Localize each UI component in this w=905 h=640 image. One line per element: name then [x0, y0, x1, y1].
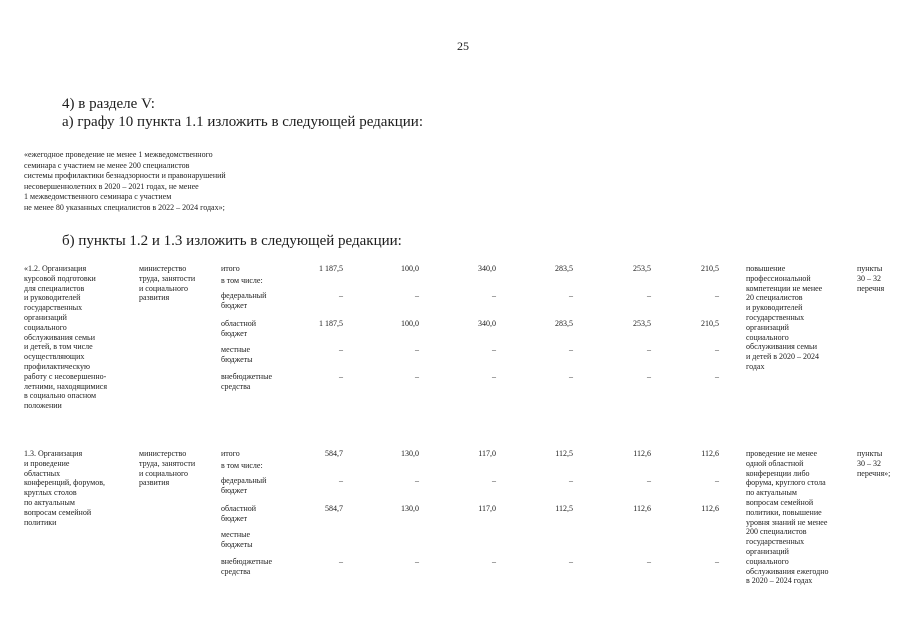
budget-label [221, 264, 240, 274]
quote-block [24, 150, 226, 214]
page-number: 25 [457, 39, 469, 53]
row-executor-line: и социального [139, 468, 189, 478]
row-title-line: «1.2. Организация [24, 264, 87, 273]
quote-line: «ежегодное проведение не менее 1 межведомственного [24, 150, 213, 159]
quote-line: не менее 80 указанных специалистов в 2022 – 2024 годах»; [24, 202, 225, 212]
budget-value: – [715, 476, 719, 485]
budget-label-line: средства [221, 381, 251, 391]
row-title-line: работу с несовершенно- [24, 371, 107, 381]
quote-line: несовершеннолетних в 2020 – 2021 годах, не менее [24, 181, 199, 191]
budget-value: – [415, 345, 419, 354]
row-result-line: обслуживания семьи [746, 342, 817, 352]
budget-label-line: внебюджетные [221, 372, 272, 381]
row-result [746, 449, 829, 586]
row-result-line: повышение [746, 264, 786, 273]
row-executor-line: министерство [139, 449, 187, 458]
budget-value: – [647, 345, 651, 354]
row-result-line: форума, круглого стола [746, 478, 826, 488]
row-title [24, 449, 105, 527]
budget-value: – [569, 476, 573, 485]
budget-value: – [647, 372, 651, 381]
budget-value: 112,5 [555, 449, 573, 458]
budget-value: 210,5 [701, 319, 719, 328]
budget-value: – [415, 372, 419, 381]
budget-value: – [569, 291, 573, 300]
row-title [24, 264, 107, 411]
budget-value: 100,0 [401, 264, 419, 273]
row-reference-line: 30 – 32 [857, 458, 881, 468]
row-result-line: обслуживания ежегодно [746, 566, 829, 576]
budget-value: 340,0 [478, 319, 496, 328]
budget-value: 130,0 [401, 504, 419, 513]
row-result-line: политики, повышение [746, 507, 822, 517]
budget-label [221, 345, 253, 365]
budget-label [221, 504, 256, 524]
row-title-line: и руководителей [24, 293, 81, 303]
row-title-line: социального [24, 322, 67, 332]
budget-label-line: бюджет [221, 328, 248, 338]
row-result-line: одной областной [746, 458, 804, 468]
budget-label-line: средства [221, 566, 251, 576]
row-title-line: положении [24, 401, 62, 411]
budget-value: – [715, 372, 719, 381]
budget-label [221, 372, 272, 392]
budget-label [221, 291, 266, 311]
budget-label [221, 530, 253, 550]
budget-label [221, 319, 256, 339]
row-result-line: государственных [746, 312, 805, 322]
row-reference [857, 449, 890, 478]
budget-value: 112,6 [701, 449, 719, 458]
row-title-line: курсовой подготовки [24, 273, 96, 283]
row-reference-line: пункты [857, 264, 883, 273]
row-result-line: организаций [746, 322, 789, 332]
budget-value: – [715, 291, 719, 300]
budget-value: 253,5 [633, 264, 651, 273]
budget-label-line: внебюджетные [221, 557, 272, 566]
row-title-line: круглых столов [24, 488, 77, 498]
budget-label-line: федеральный [221, 291, 267, 300]
budget-value: – [492, 372, 496, 381]
budget-value: – [492, 291, 496, 300]
budget-value: 100,0 [401, 319, 419, 328]
row-reference [857, 264, 884, 293]
budget-value: – [715, 557, 719, 566]
budget-label [221, 461, 263, 471]
row-result-line: уровня знаний не менее [746, 517, 828, 527]
row-executor [139, 264, 195, 303]
budget-value: 117,0 [478, 449, 496, 458]
row-result-line: проведение не менее [746, 449, 818, 458]
budget-value: 584,7 [325, 504, 343, 513]
quote-line: системы профилактики безнадзорности и правонарушений [24, 171, 226, 181]
row-executor-line: и социального [139, 283, 189, 293]
row-reference-line: 30 – 32 [857, 273, 881, 283]
row-executor-line: труда, занятости [139, 273, 196, 283]
row-title-line: осуществляющих [24, 352, 85, 362]
budget-value: – [339, 476, 343, 485]
row-result-line: в 2020 – 2024 годах [746, 576, 813, 586]
row-reference-line: пункты [857, 449, 883, 458]
budget-label-line: местные [221, 345, 251, 354]
budget-value: 210,5 [701, 264, 719, 273]
budget-value: – [492, 557, 496, 566]
row-title-line: организаций [24, 312, 67, 322]
row-title-line: 1.3. Организация [24, 449, 83, 458]
budget-value: – [339, 291, 343, 300]
budget-value: – [569, 557, 573, 566]
budget-label [221, 276, 263, 286]
row-executor [139, 449, 195, 488]
budget-value: – [647, 291, 651, 300]
budget-value: – [415, 557, 419, 566]
row-title-line: обслуживания семьи [24, 332, 95, 342]
budget-label [221, 449, 240, 459]
row-executor-line: развития [139, 293, 170, 303]
budget-value: 283,5 [555, 264, 573, 273]
budget-label-line: местные [221, 530, 251, 539]
budget-value: 340,0 [478, 264, 496, 273]
budget-value: 1 187,5 [319, 264, 343, 273]
subheading-a: а) графу 10 пункта 1.1 изложить в следующей редакции: [62, 114, 423, 130]
budget-value: – [569, 372, 573, 381]
row-result-line: по актуальным [746, 488, 797, 498]
budget-label-line: бюджеты [221, 539, 253, 549]
row-title-line: для специалистов [24, 283, 85, 293]
budget-label-line: итого [221, 449, 240, 458]
row-result-line: компетенции не менее [746, 283, 823, 293]
section-heading: 4) в разделе V: [62, 96, 155, 112]
row-result-line: 20 специалистов [746, 293, 803, 303]
budget-label-line: в том числе: [221, 461, 263, 470]
row-result-line: и детей в 2020 – 2024 [746, 352, 820, 362]
row-reference-line: перечня [857, 283, 885, 293]
row-title-line: и детей, в том числе [24, 342, 93, 352]
budget-value: 130,0 [401, 449, 419, 458]
row-title-line: по актуальным [24, 497, 75, 507]
budget-value: 253,5 [633, 319, 651, 328]
row-result-line: годах [746, 361, 765, 371]
budget-label-line: бюджет [221, 485, 248, 495]
row-result-line: организаций [746, 546, 789, 556]
budget-label-line: бюджеты [221, 354, 253, 364]
budget-label-line: бюджет [221, 513, 248, 523]
budget-value: – [492, 345, 496, 354]
budget-value: – [647, 476, 651, 485]
budget-value: – [339, 372, 343, 381]
budget-value: 117,0 [478, 504, 496, 513]
budget-value: – [339, 345, 343, 354]
row-title-line: летними, находящимися [24, 381, 108, 391]
row-result-line: конференции либо [746, 468, 810, 478]
budget-label-line: областной [221, 504, 257, 513]
row-executor-line: труда, занятости [139, 458, 196, 468]
budget-value: 112,6 [701, 504, 719, 513]
budget-value: – [415, 476, 419, 485]
budget-label [221, 557, 272, 577]
budget-value: 112,5 [555, 504, 573, 513]
row-title-line: вопросам семейной [24, 507, 92, 517]
budget-label [221, 476, 266, 496]
budget-value: – [647, 557, 651, 566]
row-title-line: в социально опасном [24, 391, 97, 401]
row-title-line: и проведение [24, 458, 70, 468]
row-result-line: социального [746, 332, 789, 342]
row-result-line: вопросам семейной [746, 497, 814, 507]
row-title-line: областных [24, 468, 61, 478]
budget-value: 584,7 [325, 449, 343, 458]
budget-value: – [715, 345, 719, 354]
row-title-line: государственных [24, 303, 83, 313]
quote-line: семинара с участием не менее 200 специалистов [24, 160, 190, 170]
budget-value: 112,6 [633, 449, 651, 458]
row-executor-line: развития [139, 478, 170, 488]
budget-value: – [569, 345, 573, 354]
budget-label-line: областной [221, 319, 257, 328]
row-result-line: социального [746, 556, 789, 566]
row-result-line: и руководителей [746, 303, 803, 313]
budget-label-line: бюджет [221, 300, 248, 310]
quote-line: 1 межведомственного семинара с участием [24, 192, 172, 202]
budget-value: 1 187,5 [319, 319, 343, 328]
budget-value: – [492, 476, 496, 485]
row-reference-line: перечня»; [857, 468, 891, 478]
row-result-line: профессиональной [746, 273, 811, 283]
budget-label-line: в том числе: [221, 276, 263, 285]
row-result-line: 200 специалистов [746, 527, 807, 537]
row-title-line: профилактическую [24, 361, 90, 371]
budget-value: – [339, 557, 343, 566]
budget-label-line: федеральный [221, 476, 267, 485]
row-title-line: политики [24, 517, 57, 527]
budget-value: – [415, 291, 419, 300]
budget-label-line: итого [221, 264, 240, 273]
row-title-line: конференций, форумов, [24, 478, 105, 488]
budget-value: 283,5 [555, 319, 573, 328]
row-result-line: государственных [746, 537, 805, 547]
row-executor-line: министерство [139, 264, 187, 273]
subheading-b: б) пункты 1.2 и 1.3 изложить в следующей редакции: [62, 233, 402, 249]
row-result [746, 264, 822, 372]
budget-value: 112,6 [633, 504, 651, 513]
